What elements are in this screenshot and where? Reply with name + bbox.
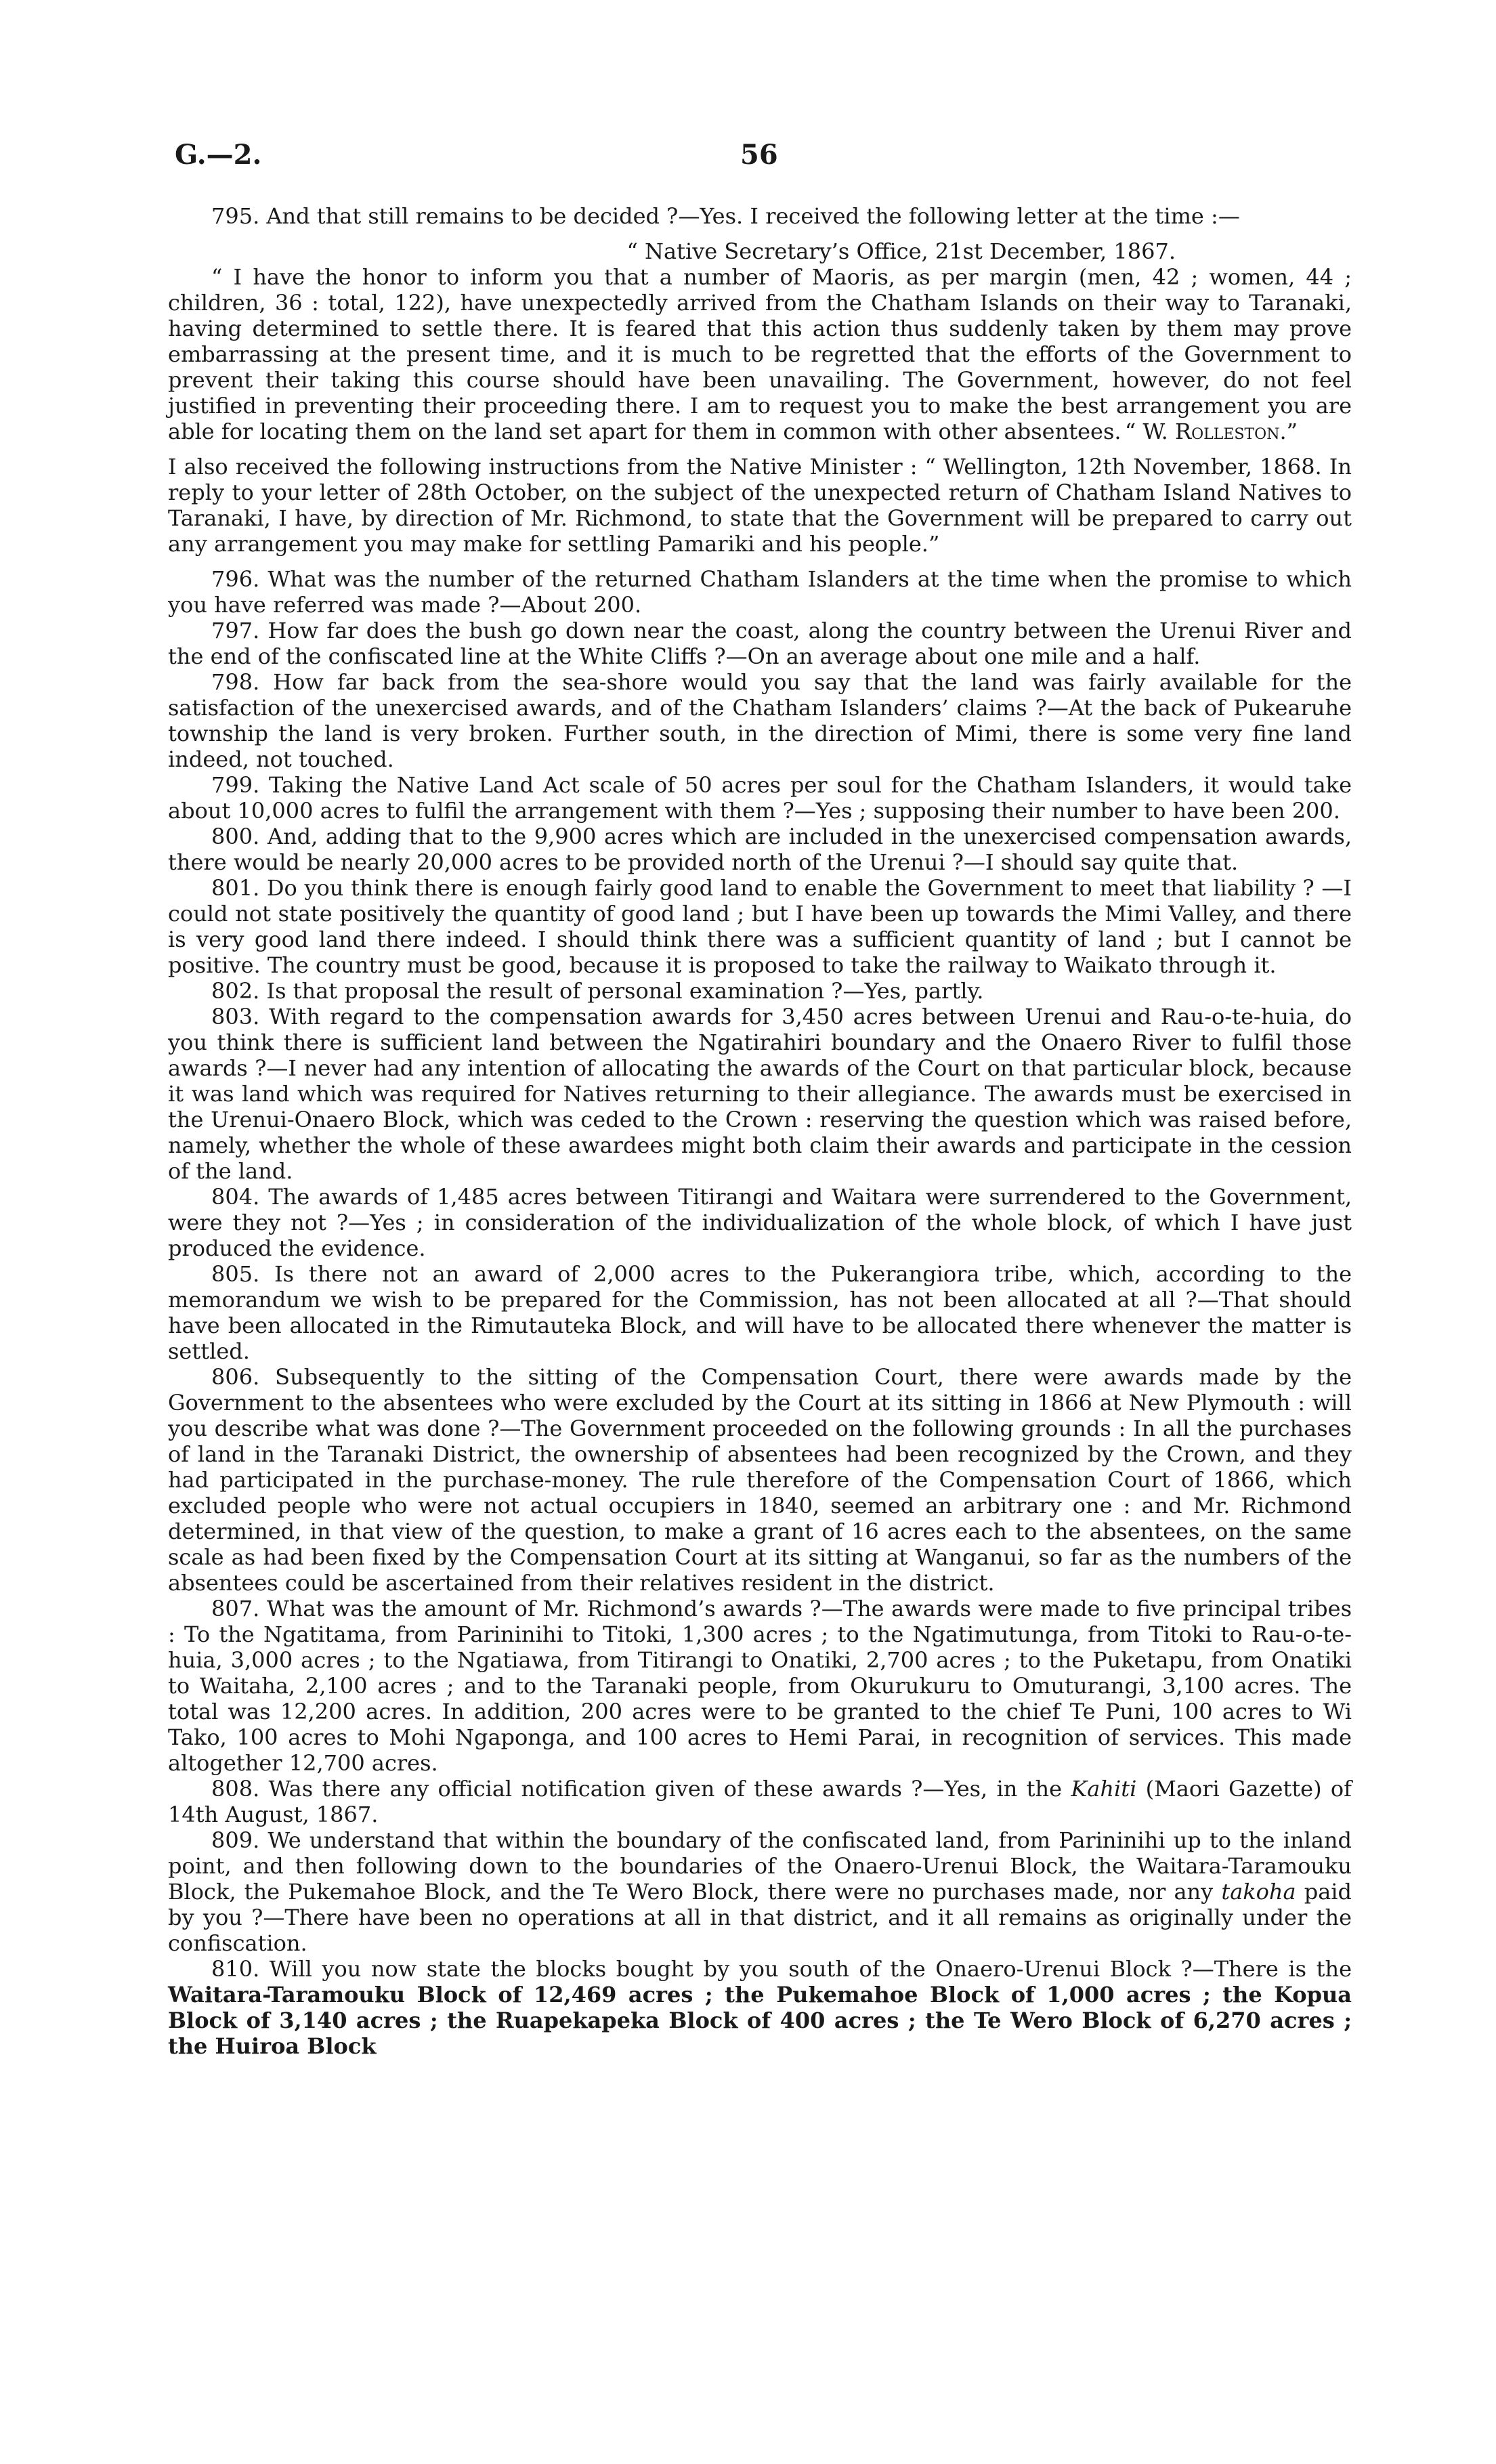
paragraph-808 [168,1776,1352,1827]
letter-signature: “ W. Rolleston.” [1124,419,1298,444]
paragraph-797: 797. How far does the bush go down near the coast, along the country between the Urenui River and the end of the confiscated line at the White Cliffs ?—On an average about one mile and a half. [168,618,1352,669]
kahiti-term: Kahiti [1071,1776,1137,1802]
paragraph-801: 801. Do you think there is enough fairly good land to enable the Government to meet that liability ? —I could not state positively the quantity of good land ; but I have been up towards the Mimi Valley, and there is very good land there indeed. I should think there was a sufficient quantity of land ; but I cannot be positive. The country must be good, because it is proposed to take the railway to Waikato through it. [168,875,1352,978]
paragraph-799: 799. Taking the Native Land Act scale of 50 acres per soul for the Chatham Islanders, it would take about 10,000 acres to fulfil the arrangement with them ?—Yes ; supposing their number to have been 200. [168,772,1352,824]
spacer [168,557,1352,566]
paragraph-805: 805. Is there not an award of 2,000 acres to the Pukerangiora tribe, which, according to the memorandum we wish to be prepared for the Commission, has not been allocated at all ?—That should have been allocated in the Rimutauteka Block, and will have to be allocated there whenever the matter is settled. [168,1261,1352,1364]
instructions-paragraph: I also received the following instructions from the Native Minister : “ Wellington, 12th November, 1868. In reply to your letter of 28th October, on the subject of the unexpected return of Chatham Island Natives to Taranaki, I have, by direction of Mr. Richmond, to state that the Government will be prepared to carry out any arrangement you may make for settling Pamariki and his people.” [168,454,1352,557]
document-reference: G.—2. [175,139,262,171]
paragraph-810 [168,1956,1352,2059]
paragraph-798: 798. How far back from the sea-shore would you say that the land was fairly available for the satisfaction of the unexercised awards, and of the Chatham Islanders’ claims ?—At the back of Pukearuhe township the land is very broken. Further south, in the direction of Mimi, there is some very fine land indeed, not touched. [168,669,1352,772]
paragraph-809 [168,1827,1352,1956]
paragraph-808-text-a: 808. Was there any official notification given of these awards ?—Yes, in the [211,1776,1071,1802]
letter-body: “ I have the honor to inform you that a number of Maoris, as per margin (men, 42 ; women, 44 ; children, 36 : total, 122), have unexpectedly arrived from the Chatham Islands on their way to Taranaki, having determined to settle there. It is feared that this action thus suddenly taken by them may prove embarrassing at the present time, and it is much to be regretted that the efforts of the Government to prevent their taking this course should have been unavailing. The Government, however, do not feel justified in preventing their proceeding there. I am to request you to make the best arrangement you are able for locating them on the land set apart for them in common with other absentees. [168,264,1352,444]
paragraph-804: 804. The awards of 1,485 acres between Titirangi and Waitara were surrendered to the Government, were they not ?—Yes ; in consideration of the individualization of the whole block, of which I have just produced the evidence. [168,1184,1352,1261]
paragraph-809-text-a: 809. We understand that within the boundary of the confiscated land, from Parininihi up to the inland point, and then following down to the boundaries of the Onaero-Urenui Block, the Waitara-Taramouku Block, the Pukemahoe Block, and the Te Wero Block, there were no purchases made, nor any [168,1827,1352,1905]
paragraph-796: 796. What was the number of the returned Chatham Islanders at the time when the promise to which you have referred was made ?—About 200. [168,566,1352,618]
letter-heading: “ Native Secretary’s Office, 21st December, 1867. [626,238,1176,264]
paragraph-803: 803. With regard to the compensation awards for 3,450 acres between Urenui and Rau-o-te-huia, do you think there is sufficient land between the Ngatirahiri boundary and the Onaero River to fulfil those awards ?—I never had any intention of allocating the awards of the Court on that particular block, because it was land which was required for Natives returning to their allegiance. The awards must be exercised in the Urenui-Onaero Block, which was ceded to the Crown : reserving the question which was raised before, namely, whether the whole of these awardees might both claim their awards and participate in the cession of the land. [168,1004,1352,1184]
paragraph-808-text-b: (Maori Gazette) of 14th August, 1867. [168,1776,1352,1827]
paragraph-795: 795. And that still remains to be decided ?—Yes. I received the following letter at the time :— [211,203,1240,229]
paragraph-809-text-b: paid by you ?—There have been no operations at all in that district, and it all remains as originally under the confiscation. [168,1879,1352,1956]
page-header [175,139,1346,179]
paragraph-806: 806. Subsequently to the sitting of the Compensation Court, there were awards made by the Government to the absentees who were excluded by the Court at its sitting in 1866 at New Plymouth : will you describe what was done ?—The Government proceeded on the following grounds : In all the purchases of land in the Taranaki District, the ownership of absentees had been recognized by the Crown, and they had participated in the purchase-money. The rule therefore of the Compensation Court of 1866, which excluded people who were not actual occupiers in 1840, seemed an arbitrary one : and Mr. Richmond determined, in that view of the question, to make a grant of 16 acres each to the absentees, on the same scale as had been fixed by the Compensation Court at its sitting at Wanganui, so far as the numbers of the absentees could be ascertained from their relatives resident in the district. [168,1364,1352,1596]
page-number: 56 [740,139,778,171]
paragraph-802: 802. Is that proposal the result of personal examination ?—Yes, partly. [211,978,984,1004]
page-body [168,203,1352,2059]
takoha-term: takoha [1221,1879,1296,1905]
paragraph-800: 800. And, adding that to the 9,900 acres which are included in the unexercised compensation awards, there would be nearly 20,000 acres to be provided north of the Urenui ?—I should say quite that. [168,824,1352,875]
paragraph-807: 807. What was the amount of Mr. Richmond’s awards ?—The awards were made to five principal tribes : To the Ngatitama, from Parininihi to Titoki, 1,300 acres ; to the Ngatimutunga, from Titoki to Rau-o-te-huia, 3,000 acres ; to the Ngatiawa, from Titirangi to Onatiki, 2,700 acres ; to the Puketapu, from Onatiki to Waitaha, 2,100 acres ; and to the Taranaki people, from Okurukuru to Omuturangi, 3,100 acres. The total was 12,200 acres. In addition, 200 acres were to be granted to the chief Te Puni, 100 acres to Wi Tako, 100 acres to Mohi Ngaponga, and 100 acres to Hemi Parai, in recognition of services. This made altogether 12,700 acres. [168,1596,1352,1776]
paragraph-810-text-a: 810. Will you now state the blocks bought by you south of the Onaero-Urenui Block ?—There is the [211,1956,1352,1982]
paragraph-810-text-b: Waitara-Taramouku Block of 12,469 acres ; the Pukemahoe Block of 1,000 acres ; the Kopua Block of 3,140 acres ; the Ruapekapeka Block of 400 acres ; the Te Wero Block of 6,270 acres ; the Huiroa Block [168,1982,1352,2059]
